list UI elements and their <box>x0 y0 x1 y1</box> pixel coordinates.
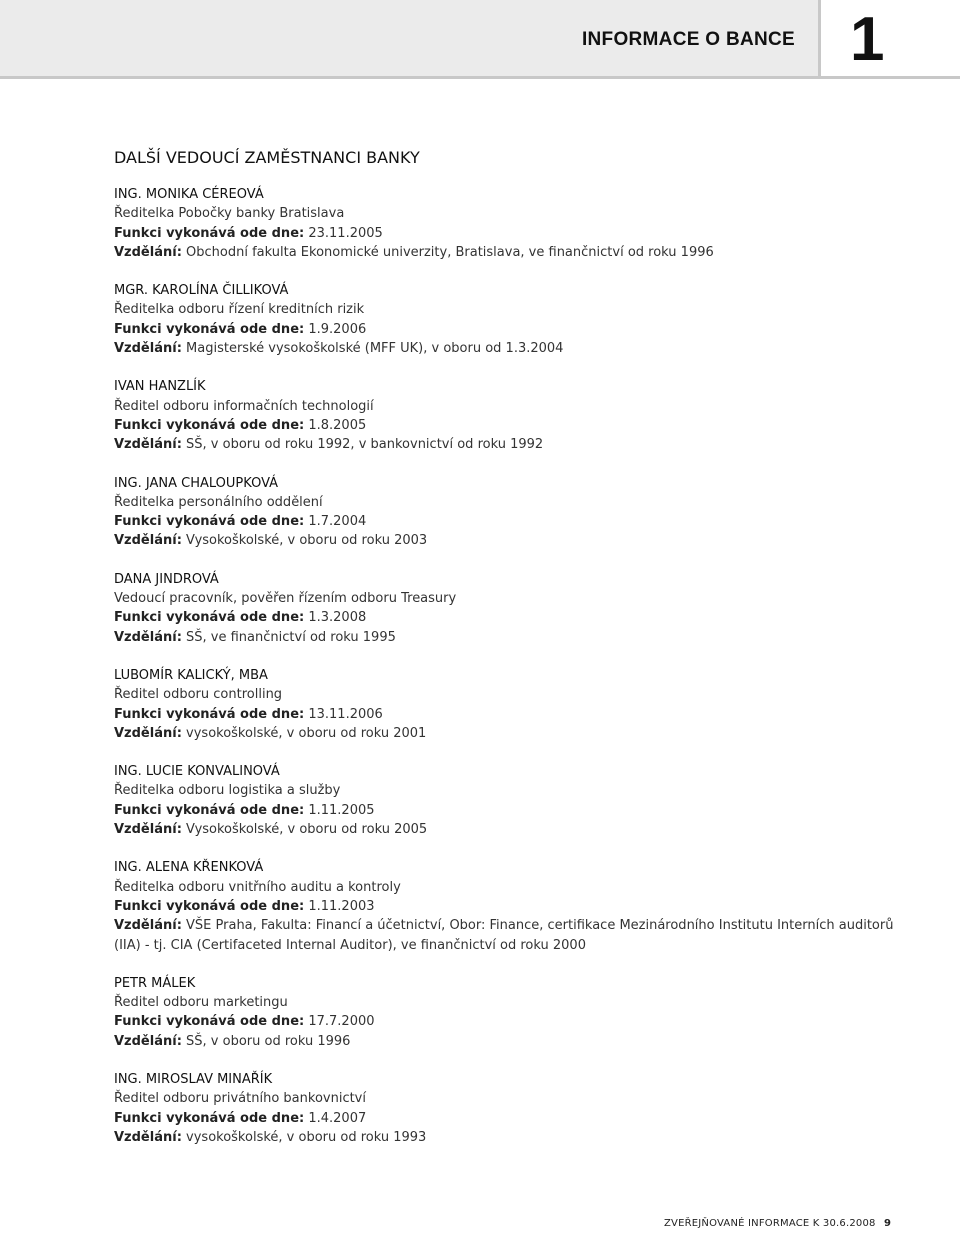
education-value: SŠ, v oboru od roku 1996 <box>186 1033 351 1049</box>
since-value: 17.7.2000 <box>308 1014 375 1030</box>
person-role: Ředitelka Pobočky banky Bratislava <box>114 206 345 222</box>
education-value: Vysokoškolské, v oboru od roku 2005 <box>186 822 428 838</box>
since-label: Funkci vykonává ode dne: <box>114 898 305 914</box>
person-entry <box>114 762 904 839</box>
person-role: Ředitel odboru controlling <box>114 687 283 703</box>
person-since <box>114 897 904 916</box>
person-education <box>114 435 904 454</box>
person-since <box>114 608 904 627</box>
person-role: Vedoucí pracovník, pověřen řízením odboru Treasury <box>114 591 457 607</box>
education-value: SŠ, v oboru od roku 1992, v bankovnictví od roku 1992 <box>186 437 544 453</box>
education-label: Vzdělání: <box>114 1129 182 1145</box>
education-label: Vzdělání: <box>114 918 182 934</box>
chapter-number: 1 <box>850 5 885 74</box>
person-name: PETR MÁLEK <box>114 975 196 991</box>
since-value: 1.3.2008 <box>308 610 367 626</box>
person-entry <box>114 474 904 551</box>
since-label: Funkci vykonává ode dne: <box>114 514 305 530</box>
person-entry <box>114 377 904 454</box>
person-entry <box>114 185 904 262</box>
header-divider-horizontal <box>0 76 960 79</box>
education-value: vysokoškolské, v oboru od roku 1993 <box>186 1129 427 1145</box>
since-value: 23.11.2005 <box>308 225 383 241</box>
education-value: Obchodní fakulta Ekonomické univerzity, Bratislava, ve finančnictví od roku 1996 <box>186 244 714 260</box>
since-value: 13.11.2006 <box>308 706 383 722</box>
page-number: 9 <box>884 1218 892 1229</box>
person-education <box>114 820 904 839</box>
education-value: vysokoškolské, v oboru od roku 2001 <box>186 725 427 741</box>
person-name: DANA JINDROVÁ <box>114 571 219 587</box>
education-value: VŠE Praha, Fakulta: Financí a účetnictví, Obor: Finance, certifikace Mezinárodního Institutu Interních auditorů (IIA) - tj. CIA (Certifaceted Internal Auditor), ve finančnictví od roku 2000 <box>114 918 894 953</box>
since-label: Funkci vykonává ode dne: <box>114 610 305 626</box>
person-role: Ředitel odboru marketingu <box>114 995 288 1011</box>
person-name: LUBOMÍR KALICKÝ, MBA <box>114 667 268 683</box>
person-entry <box>114 858 904 954</box>
person-name: ING. MIROSLAV MINAŘÍK <box>114 1071 273 1087</box>
person-education <box>114 243 904 262</box>
chapter-title: INFORMACE O BANCE <box>581 29 795 50</box>
education-label: Vzdělání: <box>114 1033 182 1049</box>
education-label: Vzdělání: <box>114 822 182 838</box>
person-name: IVAN HANZLÍK <box>114 379 206 395</box>
person-education <box>114 724 904 743</box>
person-since <box>114 320 904 339</box>
education-label: Vzdělání: <box>114 533 182 549</box>
main-content <box>114 146 904 1166</box>
education-label: Vzdělání: <box>114 629 182 645</box>
people-list <box>114 185 904 1147</box>
education-label: Vzdělání: <box>114 341 182 357</box>
person-entry <box>114 281 904 358</box>
person-role: Ředitelka personálního oddělení <box>114 494 323 510</box>
since-value: 1.8.2005 <box>308 417 367 433</box>
education-value: Magisterské vysokoškolské (MFF UK), v oboru od 1.3.2004 <box>186 341 564 357</box>
person-education <box>114 1128 904 1147</box>
since-label: Funkci vykonává ode dne: <box>114 225 305 241</box>
footer <box>664 1218 892 1229</box>
since-label: Funkci vykonává ode dne: <box>114 706 305 722</box>
since-label: Funkci vykonává ode dne: <box>114 1014 305 1030</box>
since-value: 1.9.2006 <box>308 321 367 337</box>
since-label: Funkci vykonává ode dne: <box>114 321 305 337</box>
person-entry <box>114 666 904 743</box>
person-entry <box>114 1070 904 1147</box>
since-value: 1.11.2005 <box>308 802 375 818</box>
person-role: Ředitel odboru informačních technologií <box>114 398 374 414</box>
footer-text: ZVEŘEJŇOVANÉ INFORMACE K 30.6.2008 <box>664 1218 876 1229</box>
person-name: ING. MONIKA CÉREOVÁ <box>114 187 264 202</box>
person-since <box>114 512 904 531</box>
person-since <box>114 1109 904 1128</box>
person-name: ING. LUCIE KONVALINOVÁ <box>114 764 280 780</box>
person-since <box>114 416 904 435</box>
person-role: Ředitelka odboru vnitřního auditu a kontroly <box>114 879 401 895</box>
person-education <box>114 628 904 647</box>
since-label: Funkci vykonává ode dne: <box>114 1110 305 1126</box>
person-entry <box>114 974 904 1051</box>
education-label: Vzdělání: <box>114 244 182 260</box>
person-education <box>114 339 904 358</box>
since-value: 1.11.2003 <box>308 898 375 914</box>
person-education <box>114 916 904 955</box>
person-name: ING. ALENA KŘENKOVÁ <box>114 860 264 876</box>
since-value: 1.7.2004 <box>308 514 367 530</box>
education-value: SŠ, ve finančnictví od roku 1995 <box>186 629 396 645</box>
person-since <box>114 801 904 820</box>
person-entry <box>114 570 904 647</box>
person-education <box>114 531 904 550</box>
person-since <box>114 224 904 243</box>
person-education <box>114 1032 904 1051</box>
since-label: Funkci vykonává ode dne: <box>114 802 305 818</box>
person-role: Ředitel odboru privátního bankovnictví <box>114 1091 366 1107</box>
education-label: Vzdělání: <box>114 437 182 453</box>
person-role: Ředitelka odboru logistika a služby <box>114 783 341 799</box>
header-divider-vertical <box>818 0 821 76</box>
since-value: 1.4.2007 <box>308 1110 367 1126</box>
education-value: Vysokoškolské, v oboru od roku 2003 <box>186 533 428 549</box>
person-name: ING. JANA CHALOUPKOVÁ <box>114 475 279 491</box>
person-since <box>114 1012 904 1031</box>
section-title: DALŠÍ VEDOUCÍ ZAMĚSTNANCI BANKY <box>114 148 420 167</box>
education-label: Vzdělání: <box>114 725 182 741</box>
person-since <box>114 705 904 724</box>
person-role: Ředitelka odboru řízení kreditních rizik <box>114 302 365 318</box>
person-name: MGR. KAROLÍNA ČILLIKOVÁ <box>114 283 289 299</box>
since-label: Funkci vykonává ode dne: <box>114 417 305 433</box>
